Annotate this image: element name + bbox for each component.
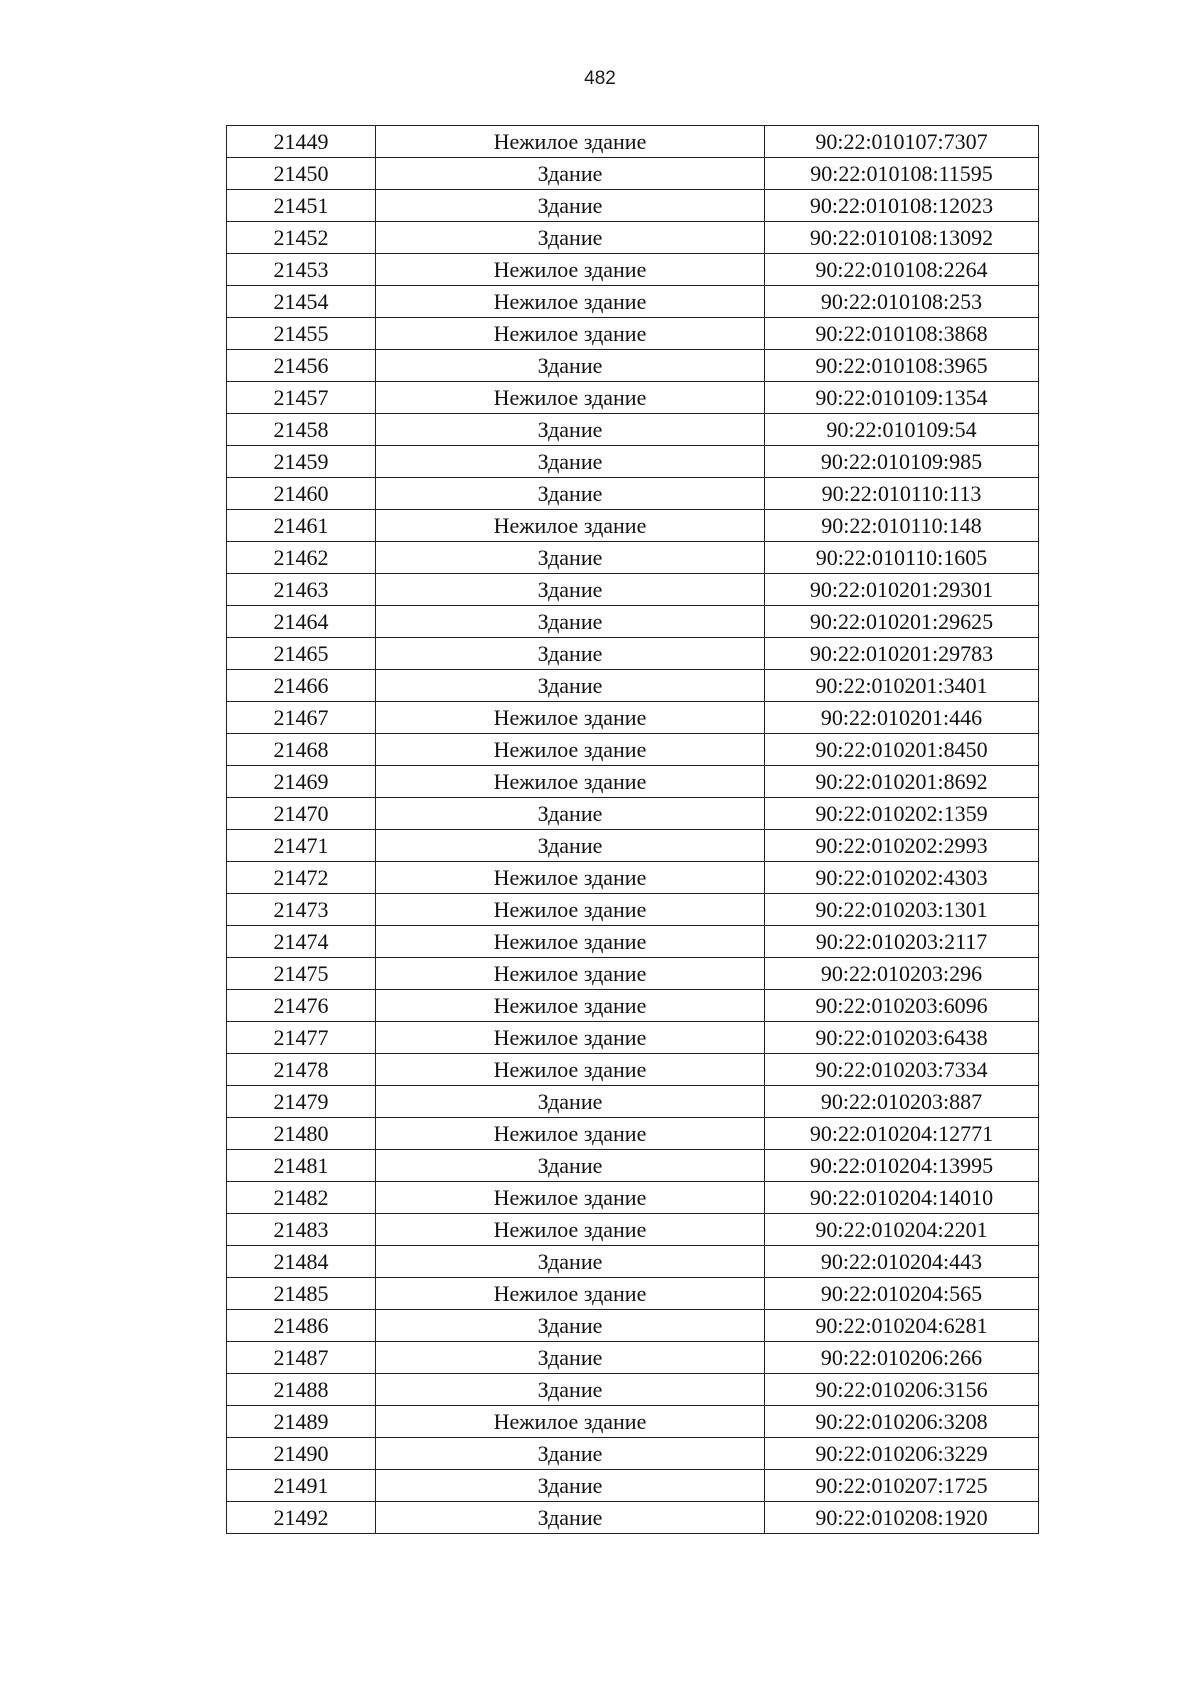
row-number-cell: 21479 [227,1086,376,1118]
cadastral-number-cell: 90:22:010202:4303 [765,862,1039,894]
row-number-cell: 21451 [227,190,376,222]
building-type-cell: Здание [376,1374,765,1406]
building-type-cell: Нежилое здание [376,734,765,766]
table-row [227,990,1039,1022]
building-type-cell: Здание [376,670,765,702]
cadastral-number-cell: 90:22:010204:565 [765,1278,1039,1310]
table-row [227,478,1039,510]
cadastral-number-cell: 90:22:010202:2993 [765,830,1039,862]
row-number-cell: 21477 [227,1022,376,1054]
table-row [227,830,1039,862]
cadastral-number-cell: 90:22:010108:2264 [765,254,1039,286]
cadastral-number-cell: 90:22:010109:985 [765,446,1039,478]
building-type-cell: Здание [376,478,765,510]
cadastral-number-cell: 90:22:010108:13092 [765,222,1039,254]
cadastral-number-cell: 90:22:010203:7334 [765,1054,1039,1086]
cadastral-number-cell: 90:22:010203:2117 [765,926,1039,958]
table-row [227,286,1039,318]
table-row [227,254,1039,286]
row-number-cell: 21478 [227,1054,376,1086]
table-row [227,638,1039,670]
cadastral-number-cell: 90:22:010207:1725 [765,1470,1039,1502]
row-number-cell: 21457 [227,382,376,414]
cadastral-number-cell: 90:22:010201:29301 [765,574,1039,606]
row-number-cell: 21489 [227,1406,376,1438]
cadastral-number-cell: 90:22:010108:253 [765,286,1039,318]
cadastral-number-cell: 90:22:010201:29783 [765,638,1039,670]
table-row [227,958,1039,990]
building-type-cell: Нежилое здание [376,958,765,990]
table-row [227,1022,1039,1054]
cadastral-number-cell: 90:22:010204:13995 [765,1150,1039,1182]
building-type-cell: Нежилое здание [376,1118,765,1150]
cadastral-number-cell: 90:22:010203:6438 [765,1022,1039,1054]
row-number-cell: 21492 [227,1502,376,1534]
building-type-cell: Здание [376,574,765,606]
cadastral-number-cell: 90:22:010203:6096 [765,990,1039,1022]
table-row [227,1182,1039,1214]
row-number-cell: 21483 [227,1214,376,1246]
building-type-cell: Здание [376,1342,765,1374]
row-number-cell: 21455 [227,318,376,350]
building-type-cell: Нежилое здание [376,766,765,798]
row-number-cell: 21480 [227,1118,376,1150]
row-number-cell: 21465 [227,638,376,670]
row-number-cell: 21456 [227,350,376,382]
row-number-cell: 21476 [227,990,376,1022]
building-type-cell: Здание [376,1470,765,1502]
building-type-cell: Нежилое здание [376,510,765,542]
table-row [227,222,1039,254]
registry-table-body [227,126,1039,1534]
row-number-cell: 21470 [227,798,376,830]
cadastral-number-cell: 90:22:010203:1301 [765,894,1039,926]
row-number-cell: 21473 [227,894,376,926]
building-type-cell: Нежилое здание [376,894,765,926]
table-row [227,1310,1039,1342]
cadastral-number-cell: 90:22:010204:6281 [765,1310,1039,1342]
table-row [227,1342,1039,1374]
cadastral-number-cell: 90:22:010201:8692 [765,766,1039,798]
building-type-cell: Здание [376,414,765,446]
building-type-cell: Нежилое здание [376,1182,765,1214]
row-number-cell: 21475 [227,958,376,990]
building-type-cell: Здание [376,446,765,478]
table-row [227,702,1039,734]
cadastral-number-cell: 90:22:010107:7307 [765,126,1039,158]
table-row [227,1374,1039,1406]
building-type-cell: Нежилое здание [376,1214,765,1246]
building-type-cell: Нежилое здание [376,286,765,318]
building-type-cell: Нежилое здание [376,1406,765,1438]
building-type-cell: Нежилое здание [376,926,765,958]
row-number-cell: 21463 [227,574,376,606]
registry-table [226,125,1039,1534]
cadastral-number-cell: 90:22:010206:3229 [765,1438,1039,1470]
cadastral-number-cell: 90:22:010108:3965 [765,350,1039,382]
building-type-cell: Здание [376,1502,765,1534]
cadastral-number-cell: 90:22:010203:296 [765,958,1039,990]
cadastral-number-cell: 90:22:010206:3208 [765,1406,1039,1438]
building-type-cell: Здание [376,638,765,670]
cadastral-number-cell: 90:22:010110:113 [765,478,1039,510]
building-type-cell: Здание [376,1246,765,1278]
table-row [227,1438,1039,1470]
table-row [227,1054,1039,1086]
table-row [227,126,1039,158]
building-type-cell: Здание [376,222,765,254]
table-row [227,1470,1039,1502]
row-number-cell: 21487 [227,1342,376,1374]
table-row [227,510,1039,542]
building-type-cell: Здание [376,542,765,574]
building-type-cell: Здание [376,350,765,382]
row-number-cell: 21490 [227,1438,376,1470]
table-row [227,734,1039,766]
row-number-cell: 21464 [227,606,376,638]
building-type-cell: Здание [376,190,765,222]
row-number-cell: 21460 [227,478,376,510]
building-type-cell: Здание [376,798,765,830]
cadastral-number-cell: 90:22:010204:443 [765,1246,1039,1278]
row-number-cell: 21481 [227,1150,376,1182]
building-type-cell: Здание [376,1086,765,1118]
table-row [227,1502,1039,1534]
table-row [227,1214,1039,1246]
row-number-cell: 21488 [227,1374,376,1406]
row-number-cell: 21466 [227,670,376,702]
cadastral-number-cell: 90:22:010203:887 [765,1086,1039,1118]
building-type-cell: Здание [376,1310,765,1342]
row-number-cell: 21458 [227,414,376,446]
cadastral-number-cell: 90:22:010204:14010 [765,1182,1039,1214]
table-row [227,926,1039,958]
table-row [227,606,1039,638]
cadastral-number-cell: 90:22:010108:11595 [765,158,1039,190]
building-type-cell: Здание [376,606,765,638]
cadastral-number-cell: 90:22:010204:2201 [765,1214,1039,1246]
cadastral-number-cell: 90:22:010201:29625 [765,606,1039,638]
cadastral-number-cell: 90:22:010108:12023 [765,190,1039,222]
cadastral-number-cell: 90:22:010204:12771 [765,1118,1039,1150]
table-row [227,446,1039,478]
table-row [227,382,1039,414]
building-type-cell: Нежилое здание [376,1022,765,1054]
row-number-cell: 21461 [227,510,376,542]
table-row [227,542,1039,574]
cadastral-number-cell: 90:22:010110:148 [765,510,1039,542]
page-number: 482 [584,68,616,89]
row-number-cell: 21485 [227,1278,376,1310]
table-row [227,1150,1039,1182]
row-number-cell: 21491 [227,1470,376,1502]
row-number-cell: 21474 [227,926,376,958]
building-type-cell: Здание [376,158,765,190]
table-row [227,574,1039,606]
cadastral-number-cell: 90:22:010108:3868 [765,318,1039,350]
table-row [227,862,1039,894]
row-number-cell: 21449 [227,126,376,158]
table-row [227,1406,1039,1438]
building-type-cell: Нежилое здание [376,254,765,286]
table-row [227,1118,1039,1150]
row-number-cell: 21468 [227,734,376,766]
building-type-cell: Нежилое здание [376,1054,765,1086]
building-type-cell: Нежилое здание [376,382,765,414]
cadastral-number-cell: 90:22:010208:1920 [765,1502,1039,1534]
row-number-cell: 21486 [227,1310,376,1342]
building-type-cell: Нежилое здание [376,126,765,158]
row-number-cell: 21472 [227,862,376,894]
table-row [227,670,1039,702]
row-number-cell: 21454 [227,286,376,318]
table-row [227,1086,1039,1118]
row-number-cell: 21469 [227,766,376,798]
building-type-cell: Здание [376,1150,765,1182]
row-number-cell: 21459 [227,446,376,478]
row-number-cell: 21462 [227,542,376,574]
table-row [227,798,1039,830]
cadastral-number-cell: 90:22:010201:8450 [765,734,1039,766]
table-row [227,766,1039,798]
table-row [227,1278,1039,1310]
building-type-cell: Нежилое здание [376,318,765,350]
building-type-cell: Нежилое здание [376,702,765,734]
building-type-cell: Здание [376,830,765,862]
row-number-cell: 21467 [227,702,376,734]
row-number-cell: 21484 [227,1246,376,1278]
cadastral-number-cell: 90:22:010206:266 [765,1342,1039,1374]
row-number-cell: 21453 [227,254,376,286]
cadastral-number-cell: 90:22:010109:1354 [765,382,1039,414]
cadastral-number-cell: 90:22:010202:1359 [765,798,1039,830]
building-type-cell: Нежилое здание [376,1278,765,1310]
cadastral-number-cell: 90:22:010109:54 [765,414,1039,446]
cadastral-number-cell: 90:22:010206:3156 [765,1374,1039,1406]
table-row [227,1246,1039,1278]
row-number-cell: 21482 [227,1182,376,1214]
table-row [227,318,1039,350]
row-number-cell: 21450 [227,158,376,190]
cadastral-number-cell: 90:22:010110:1605 [765,542,1039,574]
table-row [227,158,1039,190]
cadastral-number-cell: 90:22:010201:446 [765,702,1039,734]
table-row [227,190,1039,222]
building-type-cell: Нежилое здание [376,862,765,894]
building-type-cell: Нежилое здание [376,990,765,1022]
building-type-cell: Здание [376,1438,765,1470]
table-row [227,350,1039,382]
row-number-cell: 21471 [227,830,376,862]
cadastral-number-cell: 90:22:010201:3401 [765,670,1039,702]
table-row [227,894,1039,926]
row-number-cell: 21452 [227,222,376,254]
table-row [227,414,1039,446]
